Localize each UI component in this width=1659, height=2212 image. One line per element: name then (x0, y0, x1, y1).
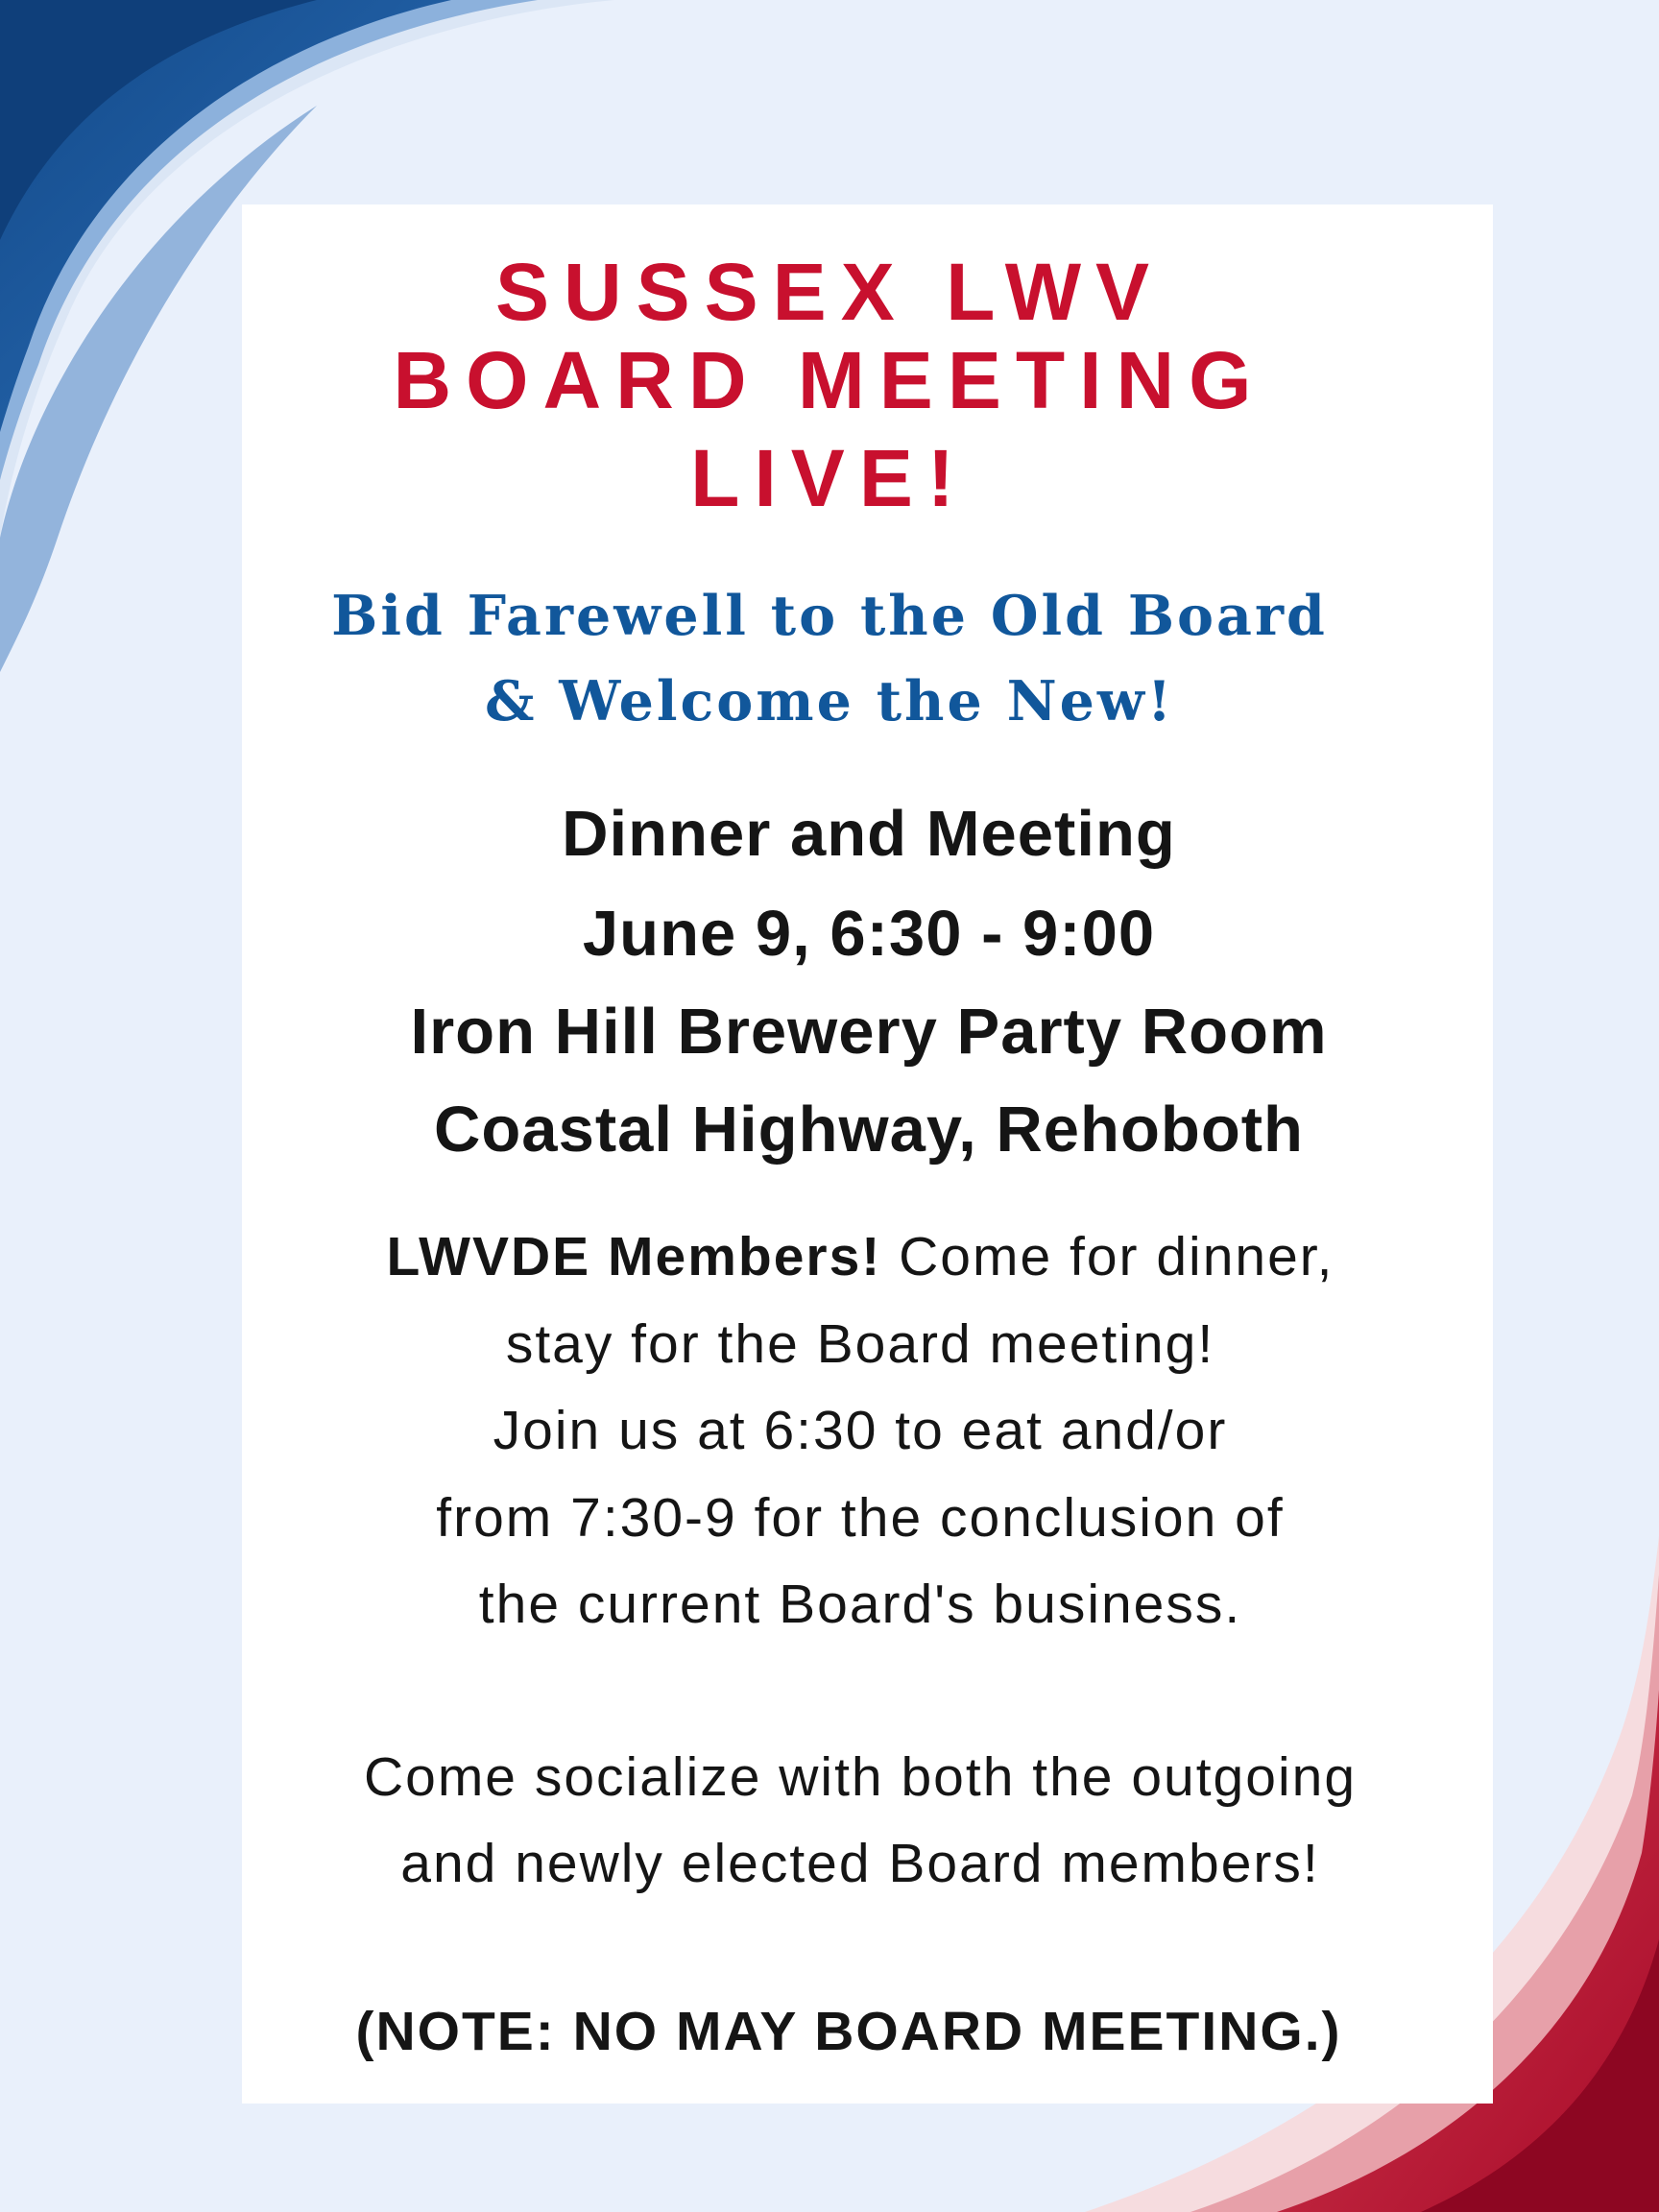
event-date-time: June 9, 6:30 - 9:00 (582, 898, 1156, 970)
members-invite-line-1 (0, 1214, 1659, 1301)
event-name: Dinner and Meeting (562, 798, 1176, 870)
members-invite-line-3: Join us at 6:30 to eat and/or (493, 1400, 1228, 1461)
members-invite-line-5: the current Board's business. (478, 1574, 1242, 1635)
subtitle-line-2: & Welcome the New! (484, 669, 1175, 733)
members-invite-rest: Come for dinner, (881, 1226, 1334, 1287)
note-text: (NOTE: NO MAY BOARD MEETING.) (355, 2001, 1342, 2062)
members-invite-line-4: from 7:30-9 for the conclusion of (436, 1487, 1285, 1549)
title-line-1: SUSSEX LWV (494, 247, 1165, 337)
title-line-2: BOARD MEETING (393, 335, 1266, 425)
title-line-3: LIVE! (690, 433, 969, 523)
event-location: Coastal Highway, Rehoboth (434, 1094, 1304, 1166)
subtitle-line-1: Bid Farewell to the Old Board (331, 584, 1328, 648)
members-lead: LWVDE Members! (386, 1226, 882, 1287)
social-line-2: and newly elected Board members! (400, 1833, 1320, 1894)
event-venue: Iron Hill Brewery Party Room (410, 996, 1328, 1068)
members-invite-line-2: stay for the Board meeting! (505, 1313, 1215, 1375)
social-line-1: Come socialize with both the outgoing (363, 1746, 1358, 1808)
